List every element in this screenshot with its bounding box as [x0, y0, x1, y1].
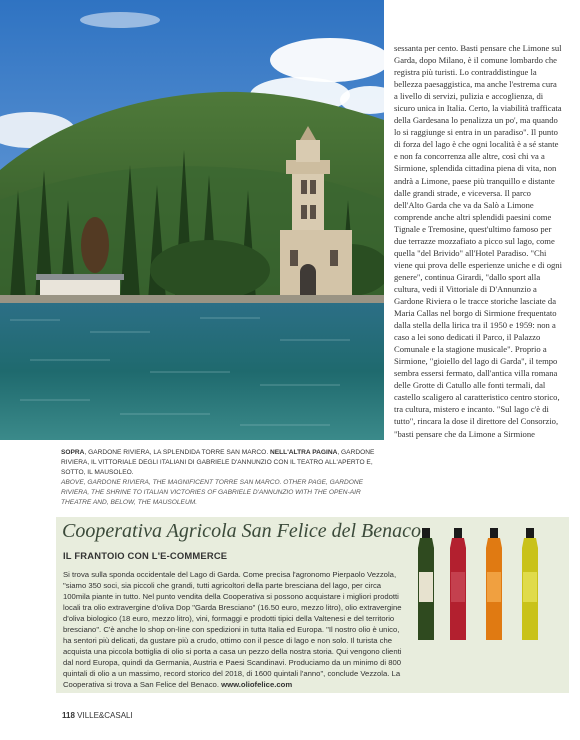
bottle-4	[522, 528, 538, 640]
oil-bottles-svg	[408, 524, 568, 644]
caption-text-other-page: , GARDONE RIVIERA, IL VITTORIALE DEGLI ITALIANI DI GABRIELE D'ANNUNZIO CON IL TEATRO ALL'APERTO E, SOTTO, IL MAUSOLEO.	[61, 449, 375, 476]
oil-bottles	[408, 524, 568, 644]
bottle-3	[486, 528, 502, 640]
article-photo	[0, 0, 384, 440]
bottle-2	[450, 528, 466, 640]
lake-tower-photo	[0, 0, 384, 440]
box-body-text: Si trova sulla sponda occidentale del Lago di Garda. Come precisa l'agronomo Pierpaolo Vezzola, "siamo 350 soci, sia piccoli che grandi, tutti agricoltori della parte bresciana del lago, per circa 100mila piante in tutto. Nel punto vendita della Cooperativa si possono acquistare i migliori prodotti locali tra olio extravergine d'oliva Dop "Garda Bresciano" (16.50 euro, mezzo litro), olio extravergine d'oliva biologico (18 euro, mezzo litro), vini, formaggi e prodotti tipici della Valtenesi e del territorio bresciano". C'è anche lo shop on-line con spedizioni in tutta Italia ed Europa. "Il nostro olio è unico, ha sentori più delicati, da gustare più a crudo, ottimo con il pesce di lago e non solo. Il turista che acquista una piccola bottiglia di olio si porta a casa un pezzo della nostra storia. Qui vengono clienti dal nord Europa, quindi da Germania, Austria e Paesi Scandinavi. Produciamo da un minimo di 800 quintali di olio a un massimo, record storico del 2018, di 1600 quintali l'anno", conclude Vezzola. La Cooperativa si trova a San Felice del Benaco.	[63, 570, 402, 689]
article-text: sessanta per cento. Basti pensare che Limone sul Garda, dopo Milano, è il comune lombardo che registra più turisti. Lo contraddistingue la bellezza paesaggistica, ma anche l'estrema cura a livello di servizi, pulizia e accoglienza, di sicuro unica in Italia. Certo, la viabilità trafficata della Gardesana lo penalizza un po', ma quando lo si raggiunge si entra in un paradiso". Il punto di forza del lago è che ogni località è a sé stante e non fa concorrenza alle altre, così chi va a Sirmione, splendida cittadina piena di vita, non andrà a Limone, paese più tranquillo e distante dalle grandi strade, e viceversa. Il parco dell'Alto Garda che va da Salò a Limone comprende anche altri splendidi paesini come Tignale e Tremosine, quest'ultimo famoso per due terrazze mozzafiato a picco sul lago, come quella "del Brivido" all'Hotel Paradiso. "Chi viene qui prova delle esperienze uniche e di ogni genere", continua Girardi, "dallo sport alla cultura, vedi il Vittoriale di D'Annunzio a Gardone Riviera o le tracce storiche lasciate da Maria Callas nel borgo di Sirmione frequentato dalla stella della lirica tra il 1950 e 1959: non a caso a lei sono dedicati il Parco, il Palazzo Comunale e la stagione musicale". Proprio a Sirmione, "gioiello del lago di Garda", il tempo sembra essersi fermato, dall'antica villa romana delle Grotte di Catullo alle fonti termali, dal castello scaligero al caratteristico centro storico, tra cultura, mistero e incanto. "Sul lago c'è di tutto", rincara la dose il direttore del Consorzio, "basti pensare che da Limone a Sirmione	[394, 43, 562, 439]
caption-english: ABOVE, GARDONE RIVIERA, THE MAGNIFICENT TORRE SAN MARCO. OTHER PAGE, GARDONE RIVIERA, THE SHRINE TO ITALIAN VICTORIES OF GABRIELE D'ANNUNZIO WITH THE OPEN-AIR THEATRE AND, BELOW, THE MAUSOLEUM.	[61, 479, 364, 506]
article-column	[394, 42, 562, 530]
caption-lead-other-page: NELL'ALTRA PAGINA	[269, 449, 338, 456]
page-number: 118	[62, 711, 75, 720]
box-subtitle: IL FRANTOIO CON L'E-COMMERCE	[63, 550, 228, 561]
cooperative-url[interactable]: www.oliofelice.com	[221, 680, 293, 689]
magazine-name: VILLE&CASALI	[77, 711, 133, 720]
bottle-1	[418, 528, 434, 640]
caption-text-above: , GARDONE RIVIERA, LA SPLENDIDA TORRE SAN MARCO.	[84, 449, 270, 456]
photo-caption	[61, 448, 381, 508]
caption-italian	[61, 448, 381, 478]
page-folio	[62, 711, 133, 720]
caption-lead-above: SOPRA	[61, 449, 85, 456]
box-title: Cooperativa Agricola San Felice del Benaco	[62, 520, 421, 542]
